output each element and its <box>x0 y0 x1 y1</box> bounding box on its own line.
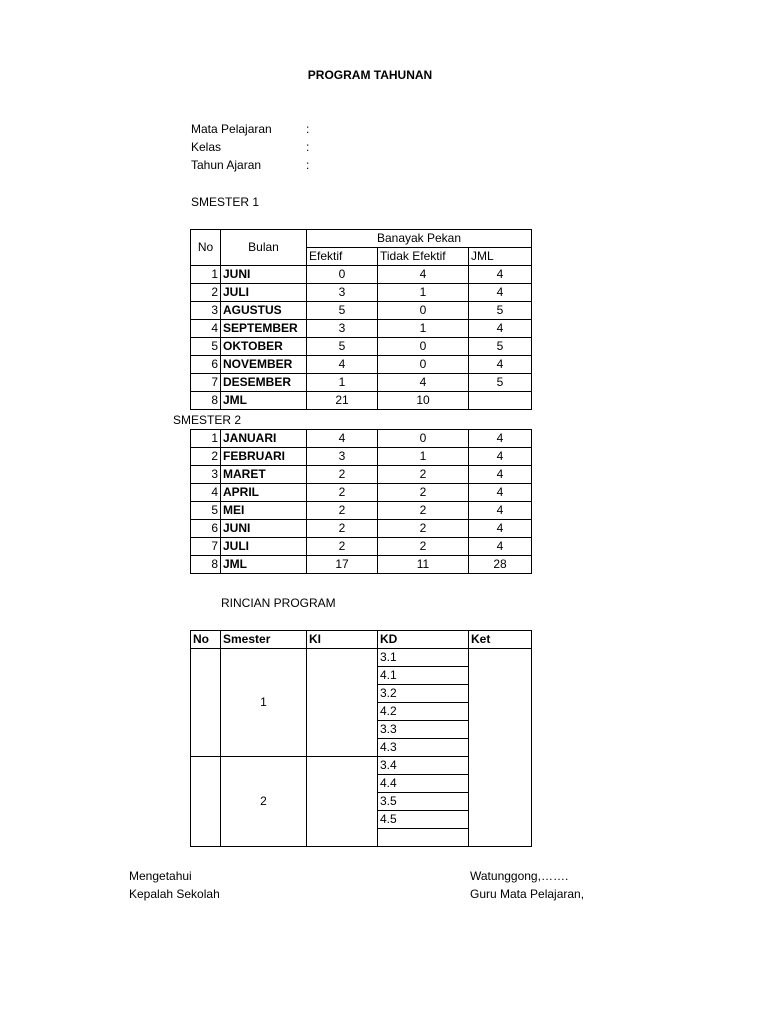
row-jml: 4 <box>469 448 532 466</box>
header-no: No <box>191 230 221 266</box>
row-tidak-efektif: 2 <box>378 484 469 502</box>
row-jml: 28 <box>469 556 532 574</box>
table-row <box>191 520 532 538</box>
row-no: 8 <box>191 392 221 410</box>
rincian-kd-cell: 3.5 <box>378 793 469 811</box>
signature-right-line2: Guru Mata Pelajaran, <box>470 887 585 901</box>
row-no: 8 <box>191 556 221 574</box>
table-row <box>191 649 532 667</box>
row-jml: 4 <box>469 520 532 538</box>
row-no: 4 <box>191 484 221 502</box>
info-label-tahun-ajaran: Tahun Ajaran <box>191 158 262 172</box>
header-efektif: Efektif <box>307 248 378 266</box>
table-row <box>191 356 532 374</box>
row-efektif: 5 <box>307 338 378 356</box>
row-tidak-efektif: 0 <box>378 338 469 356</box>
table-row <box>191 484 532 502</box>
rincian-header-ki: KI <box>307 631 378 649</box>
table-row <box>191 430 532 448</box>
row-efektif: 4 <box>307 356 378 374</box>
row-bulan: JANUARI <box>221 430 307 448</box>
info-label-mata-pelajaran: Mata Pelajaran <box>191 122 272 136</box>
row-jml: 4 <box>469 538 532 556</box>
header-banyak-pekan: Banayak Pekan <box>307 230 532 248</box>
rincian-kd-cell: 4.4 <box>378 775 469 793</box>
semester-2-heading: SMESTER 2 <box>173 413 242 427</box>
rincian-kd-cell: 4.5 <box>378 811 469 829</box>
rincian-header-kd: KD <box>378 631 469 649</box>
rincian-no-cell <box>191 757 221 847</box>
row-bulan: JML <box>221 392 307 410</box>
table-row <box>191 374 532 392</box>
rincian-kd-cell: 4.1 <box>378 667 469 685</box>
row-tidak-efektif: 2 <box>378 520 469 538</box>
row-tidak-efektif: 10 <box>378 392 469 410</box>
table-row <box>191 392 532 410</box>
table-row <box>191 284 532 302</box>
rincian-header-no: No <box>191 631 221 649</box>
table-row <box>191 320 532 338</box>
row-efektif: 5 <box>307 302 378 320</box>
row-bulan: AGUSTUS <box>221 302 307 320</box>
row-tidak-efektif: 4 <box>378 374 469 392</box>
rincian-kd-cell <box>378 829 469 847</box>
row-tidak-efektif: 4 <box>378 266 469 284</box>
row-no: 2 <box>191 448 221 466</box>
row-bulan: JUNI <box>221 520 307 538</box>
row-bulan: MARET <box>221 466 307 484</box>
semester-1-heading: SMESTER 1 <box>191 195 260 209</box>
row-no: 3 <box>191 302 221 320</box>
semester-1-rows <box>191 266 532 410</box>
row-efektif: 3 <box>307 320 378 338</box>
row-tidak-efektif: 1 <box>378 320 469 338</box>
info-colon: : <box>306 122 310 136</box>
row-no: 7 <box>191 374 221 392</box>
table-row <box>191 502 532 520</box>
table-row <box>191 556 532 574</box>
rincian-rows <box>191 649 532 847</box>
row-bulan: JULI <box>221 538 307 556</box>
signature-left-line2: Kepalah Sekolah <box>129 887 220 901</box>
signature-right-line1: Watunggong,……. <box>470 869 569 883</box>
row-efektif: 2 <box>307 502 378 520</box>
semester-2-rows <box>191 430 532 574</box>
row-efektif: 0 <box>307 266 378 284</box>
info-label-kelas: Kelas <box>191 140 222 154</box>
row-efektif: 2 <box>307 484 378 502</box>
row-tidak-efektif: 2 <box>378 538 469 556</box>
rincian-kd-cell: 4.3 <box>378 739 469 757</box>
row-tidak-efektif: 0 <box>378 430 469 448</box>
row-tidak-efektif: 1 <box>378 448 469 466</box>
row-tidak-efektif: 1 <box>378 284 469 302</box>
row-jml: 4 <box>469 356 532 374</box>
row-jml: 4 <box>469 320 532 338</box>
rincian-kd-cell: 3.1 <box>378 649 469 667</box>
semester-1-table <box>190 229 532 410</box>
rincian-kd-cell: 3.3 <box>378 721 469 739</box>
row-no: 1 <box>191 266 221 284</box>
rincian-table <box>190 630 532 847</box>
row-efektif: 3 <box>307 284 378 302</box>
rincian-ki-cell <box>307 649 378 757</box>
row-efektif: 2 <box>307 538 378 556</box>
header-bulan: Bulan <box>221 230 307 266</box>
row-jml: 5 <box>469 374 532 392</box>
row-no: 6 <box>191 356 221 374</box>
rincian-kd-cell: 3.2 <box>378 685 469 703</box>
row-bulan: OKTOBER <box>221 338 307 356</box>
info-colon: : <box>306 140 310 154</box>
row-jml: 4 <box>469 484 532 502</box>
table-row <box>191 338 532 356</box>
row-efektif: 1 <box>307 374 378 392</box>
row-jml <box>469 392 532 410</box>
row-efektif: 17 <box>307 556 378 574</box>
row-efektif: 21 <box>307 392 378 410</box>
rincian-header-ket: Ket <box>469 631 532 649</box>
row-bulan: DESEMBER <box>221 374 307 392</box>
row-no: 3 <box>191 466 221 484</box>
row-bulan: JULI <box>221 284 307 302</box>
row-jml: 4 <box>469 430 532 448</box>
row-jml: 5 <box>469 302 532 320</box>
row-efektif: 3 <box>307 448 378 466</box>
semester-2-table <box>190 429 532 574</box>
row-efektif: 2 <box>307 466 378 484</box>
row-bulan: MEI <box>221 502 307 520</box>
row-efektif: 4 <box>307 430 378 448</box>
rincian-ket-cell <box>469 649 532 847</box>
rincian-heading: RINCIAN PROGRAM <box>221 596 336 610</box>
row-bulan: SEPTEMBER <box>221 320 307 338</box>
row-no: 2 <box>191 284 221 302</box>
row-bulan: JUNI <box>221 266 307 284</box>
row-tidak-efektif: 2 <box>378 466 469 484</box>
row-jml: 5 <box>469 338 532 356</box>
signature-left-line1: Mengetahui <box>129 869 192 883</box>
row-no: 1 <box>191 430 221 448</box>
page-title: PROGRAM TAHUNAN <box>307 68 433 82</box>
row-no: 5 <box>191 502 221 520</box>
table-row <box>191 302 532 320</box>
row-bulan: JML <box>221 556 307 574</box>
row-jml: 4 <box>469 284 532 302</box>
header-jml: JML <box>469 248 532 266</box>
rincian-no-cell <box>191 649 221 757</box>
rincian-semester-label: 1 <box>221 649 307 757</box>
table-row <box>191 466 532 484</box>
rincian-kd-cell: 4.2 <box>378 703 469 721</box>
table-row <box>191 448 532 466</box>
rincian-semester-label: 2 <box>221 757 307 847</box>
header-tidak-efektif: Tidak Efektif <box>378 248 469 266</box>
row-bulan: NOVEMBER <box>221 356 307 374</box>
rincian-ki-cell <box>307 757 378 847</box>
table-row <box>191 538 532 556</box>
row-tidak-efektif: 0 <box>378 356 469 374</box>
row-jml: 4 <box>469 466 532 484</box>
row-tidak-efektif: 0 <box>378 302 469 320</box>
row-tidak-efektif: 2 <box>378 502 469 520</box>
rincian-header-smester: Smester <box>221 631 307 649</box>
row-efektif: 2 <box>307 520 378 538</box>
row-bulan: APRIL <box>221 484 307 502</box>
row-no: 6 <box>191 520 221 538</box>
row-no: 7 <box>191 538 221 556</box>
row-no: 5 <box>191 338 221 356</box>
row-tidak-efektif: 11 <box>378 556 469 574</box>
table-row <box>191 266 532 284</box>
row-jml: 4 <box>469 502 532 520</box>
row-no: 4 <box>191 320 221 338</box>
rincian-kd-cell: 3.4 <box>378 757 469 775</box>
row-bulan: FEBRUARI <box>221 448 307 466</box>
info-colon: : <box>306 158 310 172</box>
row-jml: 4 <box>469 266 532 284</box>
